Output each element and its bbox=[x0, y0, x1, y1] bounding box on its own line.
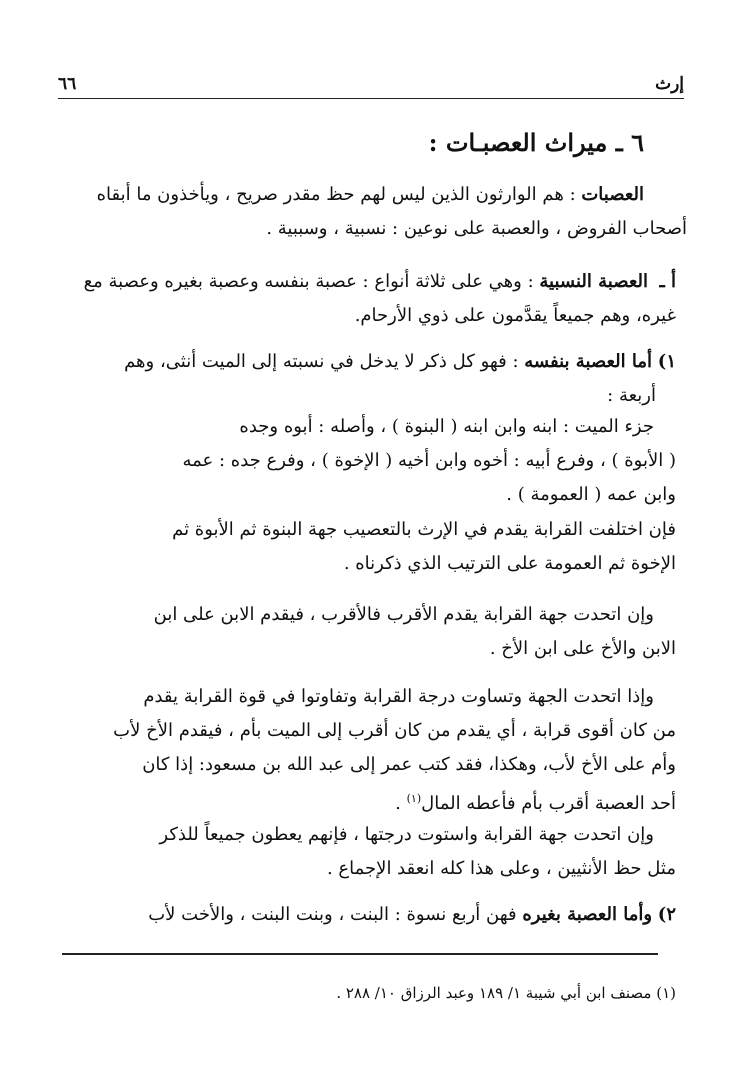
paragraph-categories bbox=[96, 410, 676, 512]
section-heading: ٦ ـ ميراث العصبـات : bbox=[428, 128, 644, 157]
text-line: وإذا اتحدت الجهة وتساوت درجة القرابة وتفاوتوا في قوة القرابة يقدم bbox=[143, 686, 654, 707]
text: : هم الوارثون الذين ليس لهم حظ مقدر صريح ، ويأخذون ما أبقاه bbox=[96, 184, 582, 205]
text-line bbox=[83, 265, 676, 299]
text-line bbox=[96, 898, 676, 932]
text-line: أربعة : bbox=[607, 385, 656, 406]
paragraph-definition bbox=[96, 178, 687, 246]
paragraph-bighayrihi bbox=[96, 898, 676, 932]
footnote-ref: (١) bbox=[406, 792, 422, 805]
item-marker: أ ـ bbox=[659, 271, 676, 292]
text-line bbox=[96, 782, 676, 816]
text-line: أصحاب الفروض ، والعصبة على نوعين : نسبية ، وسببية . bbox=[266, 218, 687, 239]
text-line: وإن اتحدت جهة القرابة واستوت درجتها ، فإنهم يعطون جميعاً للذكر bbox=[159, 824, 654, 845]
running-header bbox=[58, 74, 684, 96]
text-line: ( الأبوة ) ، وفرع أبيه : أخوه وابن أخيه ( الإخوة ) ، وفرع جده : عمه bbox=[182, 450, 676, 471]
text-line: الإخوة ثم العمومة على الترتيب الذي ذكرناه . bbox=[343, 553, 676, 574]
item-marker: ١) bbox=[657, 351, 676, 372]
paragraph-strength bbox=[96, 680, 676, 816]
text-line: فإن اختلفت القرابة يقدم في الإرث بالتعصيب جهة البنوة ثم الأبوة ثم bbox=[172, 519, 676, 540]
item-marker: ٢) bbox=[657, 904, 676, 925]
page-number: ٦٦ bbox=[58, 74, 77, 94]
paragraph-order bbox=[96, 513, 676, 581]
text-line: الابن والأخ على ابن الأخ . bbox=[489, 638, 676, 659]
text-line bbox=[96, 178, 644, 212]
header-rule bbox=[58, 98, 684, 99]
term: العصبات bbox=[581, 184, 644, 205]
text-line: وإن اتحدت جهة القرابة يقدم الأقرب فالأقرب ، فيقدم الابن على ابن bbox=[153, 604, 654, 625]
text: أحد العصبة أقرب بأم فأعطه المال bbox=[421, 793, 676, 814]
term: العصبة النسبية bbox=[539, 271, 648, 292]
text-line: جزء الميت : ابنه وابن ابنه ( البنوة ) ، وأصله : أبوه وجده bbox=[239, 416, 654, 437]
text-line: غيره، وهم جميعاً يقدَّمون على ذوي الأرحام. bbox=[354, 305, 676, 326]
text-line bbox=[96, 345, 676, 379]
paragraph-nearest bbox=[96, 598, 676, 666]
text: : وهي على ثلاثة أنواع : عصبة بنفسه وعصبة بغيره وعصبة مع bbox=[83, 271, 540, 292]
text: . bbox=[395, 793, 407, 814]
paragraph-nasabiya bbox=[83, 265, 676, 333]
text: : فهو كل ذكر لا يدخل في نسبته إلى الميت أنثى، وهم bbox=[124, 351, 525, 372]
text-line: مثل حظ الأنثيين ، وعلى هذا كله انعقد الإجماع . bbox=[326, 858, 676, 879]
header-title: إرث bbox=[655, 74, 684, 94]
text: فهن أربع نسوة : البنت ، وبنت البنت ، والأخت لأب bbox=[148, 904, 523, 925]
text-line: من كان أقوى قرابة ، أي يقدم من كان أقرب إلى الميت بأم ، فيقدم الأخ لأب bbox=[113, 720, 676, 741]
paragraph-binafsihi bbox=[96, 345, 676, 413]
text-line: وابن عمه ( العمومة ) . bbox=[506, 484, 676, 505]
footnote: (١) مصنف ابن أبي شيبة ١/ ١٨٩ وعبد الرزاق ١٠/ ٢٨٨ . bbox=[336, 984, 676, 1002]
text-line: وأم على الأخ لأب، وهكذا، فقد كتب عمر إلى عبد الله بن مسعود: إذا كان bbox=[142, 754, 676, 775]
term: وأما العصبة بغيره bbox=[522, 904, 653, 925]
paragraph-equal bbox=[96, 818, 676, 886]
term: أما العصبة بنفسه bbox=[524, 351, 653, 372]
footnote-rule bbox=[62, 953, 658, 955]
